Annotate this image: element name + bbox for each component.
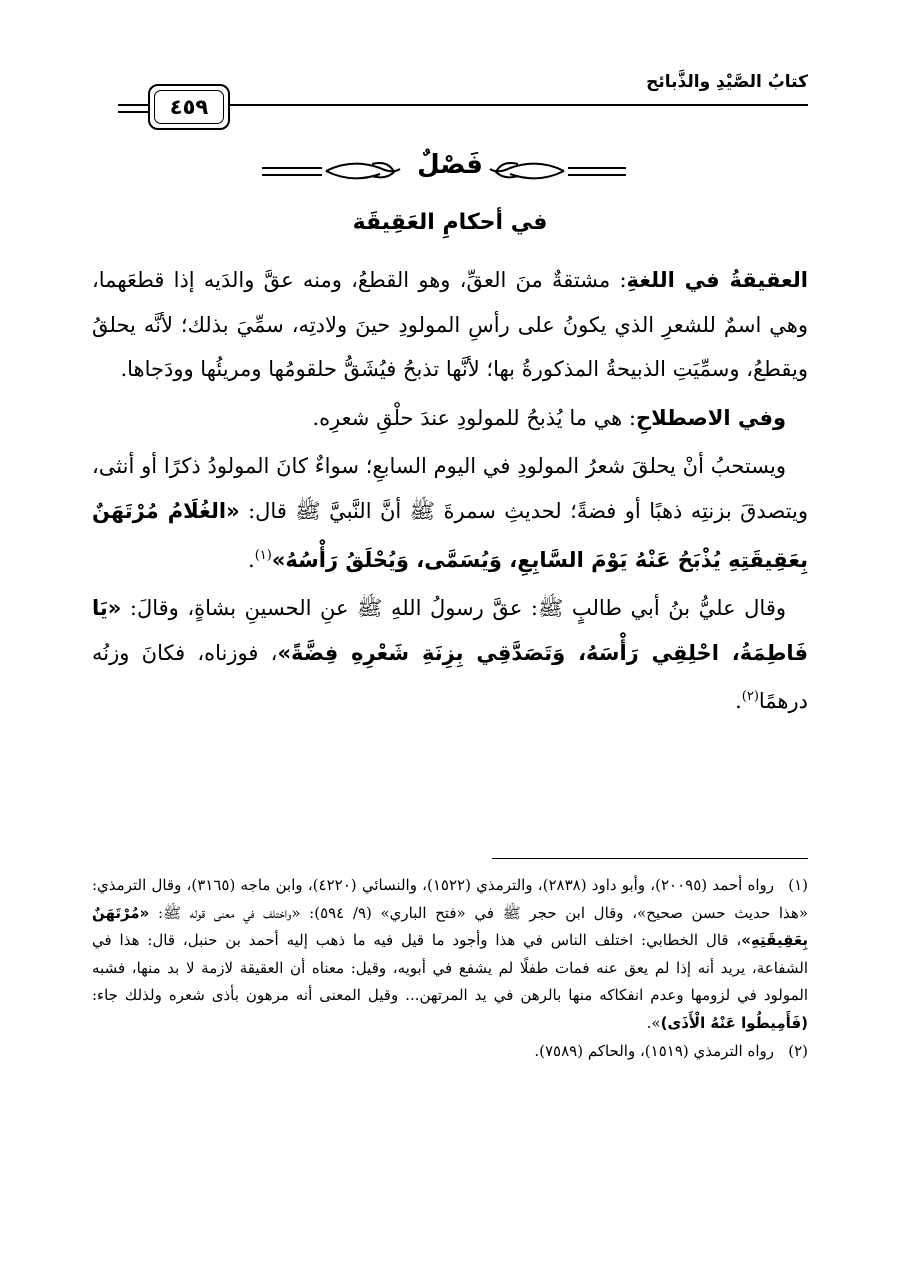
footnote-ref: (١): [254, 547, 272, 563]
footnote-text: ».: [646, 1013, 661, 1032]
term-linguistic: العقيقةُ في اللغةِ: [626, 268, 808, 292]
hadith-text: «يَا فَاطِمَةُ، احْلِقِي رَأْسَهُ، وَتَصَدَّقِي بِزِنَةِ شَعْرِهِ فِضَّةً»: [92, 596, 808, 665]
footnote-quote: (فَأَمِيطُوا عَنْهُ الْأَذَى): [660, 1013, 808, 1032]
paragraph-recommendation: ويستحبُ أنْ يحلقَ شعرُ المولودِ في اليوم السابعِ؛ سواءٌ كانَ المولودُ ذكرًا أو أنثى، ويتصدقَ بزنتِه ذهبًا أو فضةً؛ لحديثِ سمرةَ ﷺ أنَّ النَّبيَّ ﷺ قال: «الغُلَامُ مُرْتَهَنٌ بِعَقِيقَتِهِ يُذْبَحُ عَنْهُ يَوْمَ السَّابِعِ، وَيُسَمَّى، وَيُحْلَقُ رَأْسُهُ»$^{(١)}$.: [92, 454, 808, 572]
footnotes: [92, 872, 808, 1065]
page-number: ٤٥٩: [169, 95, 209, 119]
footnote-separator: [492, 858, 808, 859]
section-subheading: في أحكامِ العَقِيقَة: [352, 210, 548, 235]
paragraph-technical: [92, 396, 808, 441]
main-text: [92, 258, 808, 728]
footnote-ref: (٢): [741, 689, 759, 705]
section-heading: فَصْلٌ: [417, 150, 483, 180]
footnote-text: ، قال الخطابي: اختلف الناس في هذا وأجود ما قيل فيه ما ذهب إليه أحمد بن حنبل، قال: هذا في الشفاعة، يريد أنه إذا لم يعق عنه فمات طفلًا لم يشفع في أبويه، وقيل: معناه أن العقيقة لازمة لا بد منها، فشبه المولود في لزومها وعدم انفكاكه منها بالرهن في يد المرتهن... وقيل المعنى أنه مرهون بأذى شعره ولذلك جاء:: [92, 931, 808, 1005]
paragraph-text: : مشتقةٌ منَ العقِّ، وهو القطعُ، ومنه عقَّ والدَيه إذا قطعَهما، وهي اسمٌ للشعرِ الذي يكونُ على رأسِ المولودِ حينَ ولادتِه، سمِّيَ بذلك؛ لأنَّه يحلقُ ويقطعُ، وسمِّيَتِ الذبيحةُ المذكورةُ بها؛ لأنَّها تذبحُ فيُشَقُّ حلقومُها ومريئُها وودَجاها.: [92, 268, 808, 382]
footnote-number: (١): [788, 876, 809, 894]
footnote-text: رواه أحمد (٢٠٠٩٥)، وأبو داود (٢٨٣٨)، والترمذي (١٥٢٢)، والنسائي (٤٢٢٠)، وابن ماجه (٣١٦٥)، وقال الترمذي: «هذا حديث حسن صحيح»، وقال ابن حجر ﷺ في «فتح الباري» (٩/ ٥٩٤): «واختلف في معنى قوله ﷺ:: [92, 876, 809, 922]
paragraph-linguistic: [92, 258, 808, 392]
hadith-text: «الغُلَامُ مُرْتَهَنٌ بِعَقِيقَتِهِ يُذْبَحُ عَنْهُ يَوْمَ السَّابِعِ، وَيُسَمَّى، وَيُحْلَقُ رَأْسُهُ»: [92, 498, 808, 572]
term-technical: وفي الاصطلاحِ: [635, 405, 786, 430]
footnote-2: [92, 1038, 808, 1066]
running-header-title: كتابُ الصَّيْدِ والذَّبائح: [646, 72, 808, 92]
paragraph-text: ويستحبُ أنْ يحلقَ شعرُ المولودِ في اليوم السابعِ؛ سواءٌ كانَ المولودُ ذكرًا أو أنثى، ويتصدقَ بزنتِه ذهبًا أو فضةً؛ لحديثِ سمرةَ ﷺ أنَّ النَّبيَّ ﷺ قال:: [92, 454, 808, 523]
footnote-text: رواه الترمذي (١٥١٩)، والحاكم (٧٥٨٩).: [534, 1041, 774, 1060]
footnote-quote: «مُرْتَهَنٌ بِعَقِيقَتِهِ»: [92, 903, 808, 950]
paragraph-ali: وقال عليُّ بنُ أبي طالبٍ ﷺ: عقَّ رسولُ اللهِ ﷺ عنِ الحسينِ بشاةٍ، وقالَ: «يَا فَاطِمَةُ، احْلِقِي رَأْسَهُ، وَتَصَدَّقِي بِزِنَةِ شَعْرِهِ فِضَّةً»، فوزناه، فكانَ وزنُه درهمًا$^{(٢)}$.: [92, 596, 808, 714]
paragraph-text: ، فوزناه، فكانَ وزنُه درهمًا: [92, 640, 808, 714]
page-number-frame: [148, 84, 230, 130]
header-rule-short: [118, 111, 148, 113]
paragraph-text: : هي ما يُذبحُ للمولودِ عندَ حلْقِ شعرِه.: [312, 405, 636, 430]
footnote-number: (٢): [788, 1041, 808, 1060]
footnote-1: [92, 872, 808, 1038]
paragraph-text: وقال عليُّ بنُ أبي طالبٍ ﷺ: عقَّ رسولُ اللهِ ﷺ عنِ الحسينِ بشاةٍ، وقالَ:: [121, 596, 786, 621]
